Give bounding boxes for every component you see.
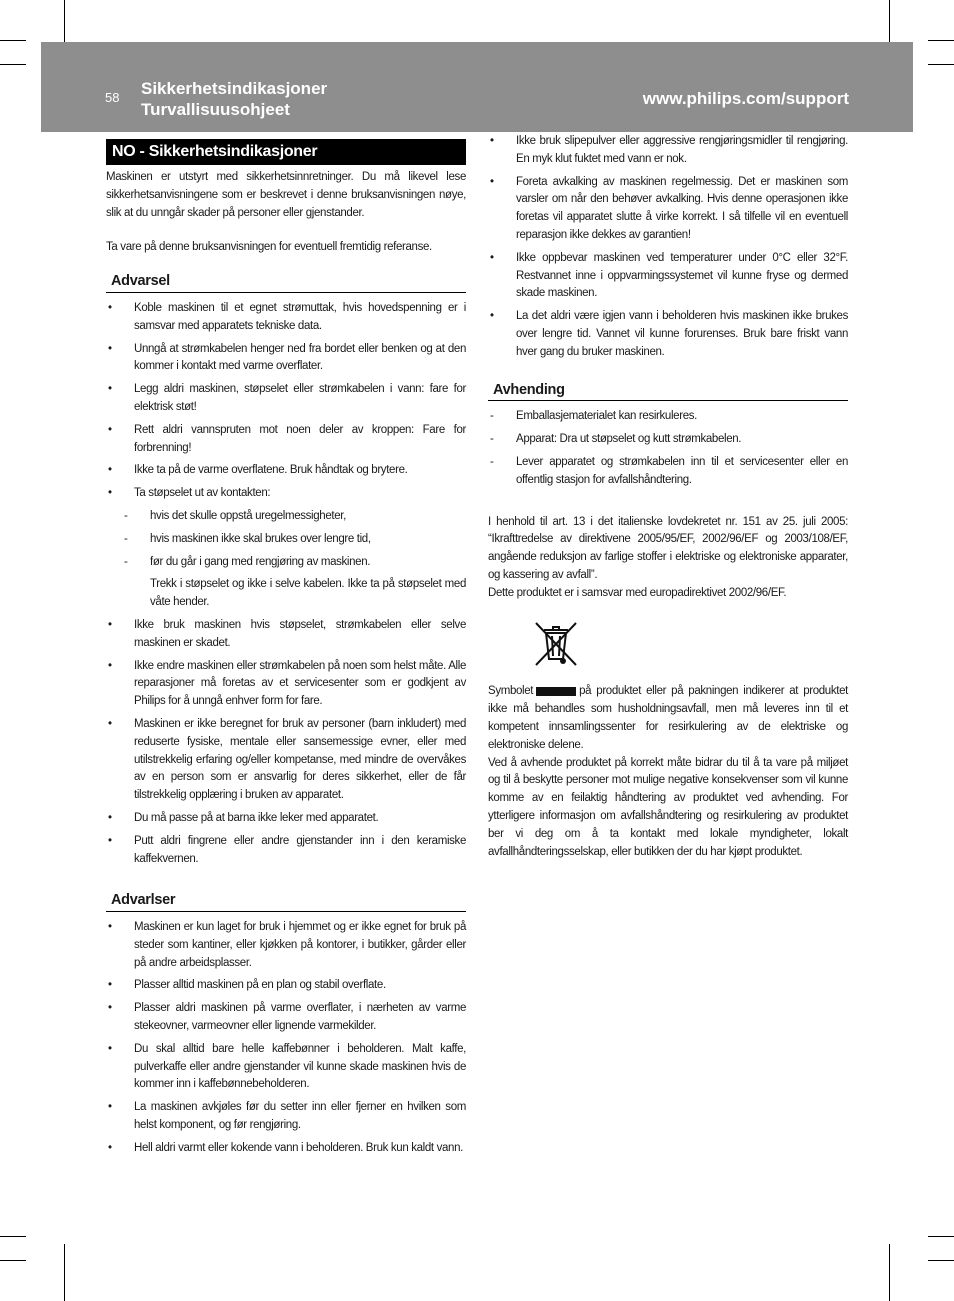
sub-list-item: - hvis maskinen ikke skal brukes over lengre tid, — [124, 532, 371, 545]
sub-list-item: - før du går i gang med rengjøring av maskinen. — [124, 555, 371, 568]
page-number: 58 — [105, 90, 120, 105]
crop-mark — [64, 1244, 65, 1301]
intro-paragraph: Maskinen er utstyrt med sikkerhetsinnretninger. Du må likevel lese sikkerhetsanvisningene som er beskrevet i denne bruksanvisningen nøye, slik at du unngår skader på personer eller gjenstander. — [106, 171, 466, 219]
section-title: NO - Sikkerhetsindikasjoner — [106, 139, 466, 165]
list-item: - Apparat: Dra ut støpselet og kutt strømkabelen. — [490, 433, 742, 446]
header-title-line2: Turvallisuusohjeet — [141, 100, 290, 119]
list-item: • Plasser alltid maskinen på en plan og stabil overflate. — [108, 979, 386, 992]
disposal-paragraph: Ved å avhende produktet på korrekt måte bidrar du til å ta vare på miljøet og til å beskytte personer mot mulige negative konsekvenser som vil kunne komme av en feilaktig håndtering av produktet ved avhending. For ytterligere informasjon om avfallshåndtering og resirkulering av produktet ber vi deg om å ta kontakt med lokale myndigheter, lokalt avfallhåndteringsselskap, eller butikken der du har kjøpt produktet. — [488, 756, 848, 858]
crop-mark — [928, 64, 954, 65]
list-item: • Du må passe på at barna ikke leker med apparatet. — [108, 811, 379, 824]
symbol-paragraph: Symbolet på produktet eller på pakningen indikerer at produktet ikke må behandles som husholdningsavfall, men må leveres inn til et kompetent innsamlingssenter for resirkulering av de elektriske og elektroniske delene. — [488, 685, 848, 751]
crop-mark — [0, 1236, 26, 1237]
header-title-line1: Sikkerhetsindikasjoner — [141, 79, 328, 98]
list-item: • Hell aldri varmt eller kokende vann i beholderen. Bruk kun kaldt vann. — [108, 1141, 463, 1154]
advarlser-list — [106, 919, 466, 1158]
header-title — [141, 78, 327, 120]
list-item: • Koble maskinen til et egnet strømuttak, hvis hovedspenning er i samsvar med apparatets tekniske data. — [108, 301, 466, 332]
list-item: • Legg aldri maskinen, støpselet eller strømkabelen i vann: fare for elektrisk støt! — [108, 383, 466, 413]
sub-list-item: - hvis det skulle oppstå uregelmessigheter, — [124, 509, 346, 522]
weee-symbol — [488, 619, 848, 676]
advarlser-heading: Advarlser — [106, 892, 466, 912]
law-paragraph: I henhold til art. 13 i det italienske lovdekretet nr. 151 av 25. juli 2005: “Ikrafttredelse av direktivene 2005/95/EF, 2002/96/EF og 2003/108/EF, angående reduksjon av farlige stoffer i elektriske og elektroniske apparater, og kassering av avfall”. — [488, 515, 848, 581]
avhending-heading: Avhending — [488, 382, 848, 402]
list-item: • Du skal alltid bare helle kaffebønner i beholderen. Malt kaffe, pulverkaffe eller andre gjenstander vil kunne skade maskinen hvis de kommer inn i kaffebønnebeholderen. — [108, 1042, 466, 1091]
crop-mark — [0, 64, 26, 65]
crop-mark — [0, 40, 26, 41]
symbol-bar — [536, 687, 576, 696]
advarsel-heading: Advarsel — [106, 273, 466, 293]
crop-mark — [0, 1260, 26, 1261]
list-item: • Ikke oppbevar maskinen ved temperaturer under 0°C eller 32°F. Restvannet inne i oppvarmingssystemet vil kunne fryse og dermed skade maskinen. — [490, 251, 848, 300]
right-column — [488, 133, 848, 861]
right-bullet-list — [488, 133, 848, 362]
list-item: • Maskinen er kun laget for bruk i hjemmet og er ikke egnet for bruk på steder som kantiner, eller kjøkken på kontorer, i butikker, gårder eller på andre arbeidsplasser. — [108, 921, 466, 969]
list-item: • Rett aldri vannspruten mot noen deler av kroppen: Fare for forbrenning! — [108, 423, 466, 454]
avhending-list — [488, 408, 848, 489]
list-item: • Ikke bruk slipepulver eller aggressive rengjøringsmidler til rengjøring. En myk klut fuktet med vann er nok. — [490, 135, 848, 165]
list-item: • La maskinen avkjøles før du setter inn eller fjerner en hvilken som helst komponent, og før rengjøring. — [108, 1101, 466, 1132]
left-column — [106, 139, 466, 1158]
list-item: • Plasser aldri maskinen på varme overflater, i nærheten av varme stekeovner, varmeovner eller lignende varmekilder. — [108, 1002, 466, 1033]
list-item: - Lever apparatet og strømkabelen inn til et servicesenter eller en offentlig stasjon for avfallshåndtering. — [490, 455, 848, 486]
intro-reference: Ta vare på denne bruksanvisningen for eventuell fremtidig referanse. — [106, 241, 432, 254]
crop-mark — [928, 1260, 954, 1261]
conformity-statement: Dette produktet er i samsvar med europadirektivet 2002/96/EF. — [488, 586, 787, 599]
list-item: • La det aldri være igjen vann i beholderen hvis maskinen ikke brukes over lengre tid. Vannet vil kunne forurenses. Bruk bare friskt vann hver gang du bruker maskinen. — [490, 310, 848, 358]
list-item: • Ikke ta på de varme overflatene. Bruk håndtak og brytere. — [108, 464, 408, 477]
list-item: • Foreta avkalking av maskinen regelmessig. Det er maskinen som varsler om når den behøver avkalking. Hvis denne operasjonen ikke foretas vil apparatet slutte å virke korrekt. I så tilfelle vil en eventuell reparasjon ikke dekkes av garantien! — [490, 175, 848, 241]
list-item: - Emballasjematerialet kan resirkuleres. — [490, 410, 697, 423]
sub-note: Trekk i støpselet og ikke i selve kabelen. Ikke ta på støpselet med våte hender. — [150, 578, 466, 609]
crossed-out-wheelie-bin-icon — [532, 619, 580, 669]
crop-mark — [889, 1244, 890, 1301]
list-item: • Maskinen er ikke beregnet for bruk av personer (barn inkludert) med reduserte fysiske, mentale eller sansemessige evner, eller med utilstrekkelig erfaring og/eller kompetanse, med mindre de overvåkes av en person som er ansvarlig for deres sikkerhet, eller de får tilstrekkelig opplæring i bruken av apparatet. — [108, 717, 466, 802]
list-item: • Ikke bruk maskinen hvis støpselet, strømkabelen eller selve maskinen er skadet. — [108, 618, 466, 649]
page-header — [41, 42, 913, 132]
list-item: • Putt aldri fingrene eller andre gjenstander inn i den keramiske kaffekvernen. — [108, 834, 466, 865]
list-item: • Unngå at strømkabelen henger ned fra bordet eller benken og at den kommer i kontakt med varme overflater. — [108, 342, 466, 373]
support-url: www.philips.com/support — [642, 89, 849, 108]
list-item: • Ta støpselet ut av kontakten: — [108, 487, 271, 500]
advarsel-list — [106, 300, 466, 868]
list-item: • Ikke endre maskinen eller strømkabelen på noen som helst måte. Alle reparasjoner må foretas av et servicesenter som er godkjent av Philips for å unngå enhver form for fare. — [108, 659, 466, 708]
crop-mark — [928, 40, 954, 41]
crop-mark — [928, 1236, 954, 1237]
